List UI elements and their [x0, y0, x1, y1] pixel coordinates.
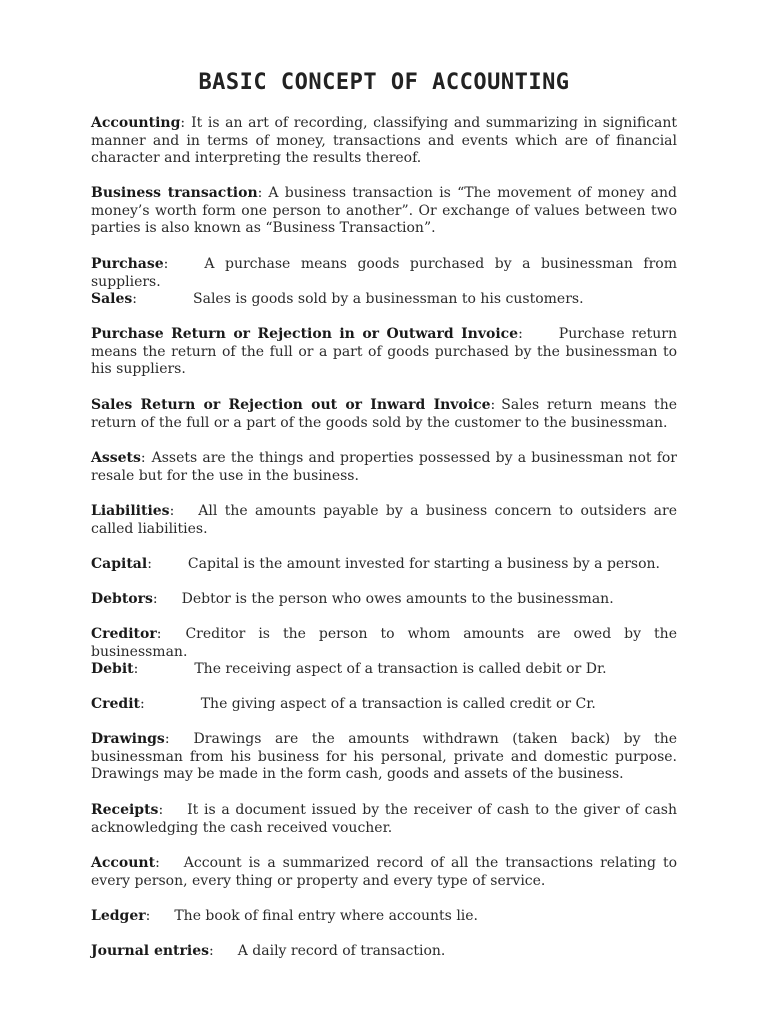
separator: : [164, 731, 170, 747]
definition-business-transaction [91, 185, 677, 238]
term: Liabilities [91, 503, 170, 519]
separator: : [140, 696, 145, 712]
separator: : [140, 450, 146, 466]
definition-text: It is an art of recording, classifying and summarizing in significant manner and in terms of money, transactions and events which are of financial character and interpreting the results thereof. [91, 115, 677, 167]
definition-account [91, 855, 677, 890]
definition-drawings [91, 731, 677, 784]
term: Credit [91, 696, 140, 712]
definition-text: Capital is the amount invested for starting a business by a person. [187, 556, 660, 572]
definition-text: A business transaction is “The movement of money and money’s worth form one person to another”. Or exchange of values between two parties is also known as “Business Transaction”. [91, 185, 677, 237]
definition-text: Sales return means the return of the full or a part of the goods sold by the customer to the businessman. [91, 397, 677, 431]
separator: : [209, 943, 214, 959]
term: Receipts [91, 802, 159, 818]
page-title: BASIC CONCEPT OF ACCOUNTING [198, 70, 570, 95]
term: Journal entries [91, 943, 209, 959]
definition-text: The giving aspect of a transaction is called credit or Cr. [200, 696, 596, 712]
term: Account [91, 855, 156, 871]
definition-text: Account is a summarized record of all the transactions relating to every person, every thing or property and every type of service. [91, 855, 677, 889]
separator: : [147, 556, 152, 572]
definition-debtors [91, 591, 677, 609]
term: Drawings [91, 731, 165, 747]
definition-text: All the amounts payable by a business concern to outsiders are called liabilities. [91, 503, 677, 537]
term: Accounting [91, 115, 181, 131]
definition-journal-entries [91, 943, 677, 961]
definition-creditor [91, 626, 677, 661]
definition-ledger [91, 908, 677, 926]
term: Purchase Return or Rejection in or Outward Invoice [91, 326, 519, 342]
separator: : [490, 397, 496, 413]
separator: : [152, 591, 158, 607]
separator: : [156, 626, 162, 642]
term: Debtors [91, 591, 153, 607]
definition-text: It is a document issued by the receiver of cash to the giver of cash acknowledging the cash received voucher. [91, 802, 677, 836]
term: Ledger [91, 908, 146, 924]
definition-purchase [91, 256, 677, 291]
definition-text: Purchase return means the return of the full or a part of goods purchased by the businessman to his suppliers. [91, 326, 677, 378]
definition-capital [91, 556, 677, 574]
term: Assets [91, 450, 141, 466]
term: Business transaction [91, 185, 258, 201]
definition-credit [91, 696, 677, 714]
separator: : [132, 291, 138, 307]
separator: : [163, 256, 169, 272]
definition-text: The book of final entry where accounts lie. [174, 908, 479, 924]
separator: : [158, 802, 164, 818]
definition-assets [91, 450, 677, 485]
definition-purchase-return [91, 326, 677, 379]
term: Sales [91, 291, 133, 307]
definition-debit [91, 661, 677, 679]
separator: : [518, 326, 523, 342]
term: Sales Return or Rejection out or Inward Invoice [91, 397, 491, 413]
definition-liabilities [91, 503, 677, 538]
term: Purchase [91, 256, 164, 272]
definition-receipts [91, 802, 677, 837]
definition-text: A purchase means goods purchased by a businessman from suppliers. [91, 256, 677, 290]
definition-text: Drawings are the amounts withdrawn (taken back) by the businessman from his business for his personal, private and domestic purpose. Drawings may be made in the form cash, goods and assets of the business. [91, 731, 677, 783]
definition-accounting [91, 115, 677, 168]
term: Capital [91, 556, 148, 572]
term: Creditor [91, 626, 157, 642]
term: Debit [91, 661, 134, 677]
separator: : [155, 855, 160, 871]
separator: : [257, 185, 263, 201]
definition-sales [91, 291, 677, 309]
separator: : [180, 115, 186, 131]
definition-text: Debtor is the person who owes amounts to the businessman. [181, 591, 614, 607]
definition-sales-return [91, 397, 677, 432]
separator: : [145, 908, 151, 924]
separator: : [133, 661, 139, 677]
definition-text: A daily record of transaction. [237, 943, 446, 959]
definition-text: Assets are the things and properties possessed by a businessman not for resale but for the use in the business. [91, 450, 677, 484]
definition-text: Creditor is the person to whom amounts are owed by the businessman. [91, 626, 677, 660]
definition-text: Sales is goods sold by a businessman to his customers. [193, 291, 584, 307]
separator: : [169, 503, 175, 519]
definition-text: The receiving aspect of a transaction is called debit or Dr. [194, 661, 607, 677]
